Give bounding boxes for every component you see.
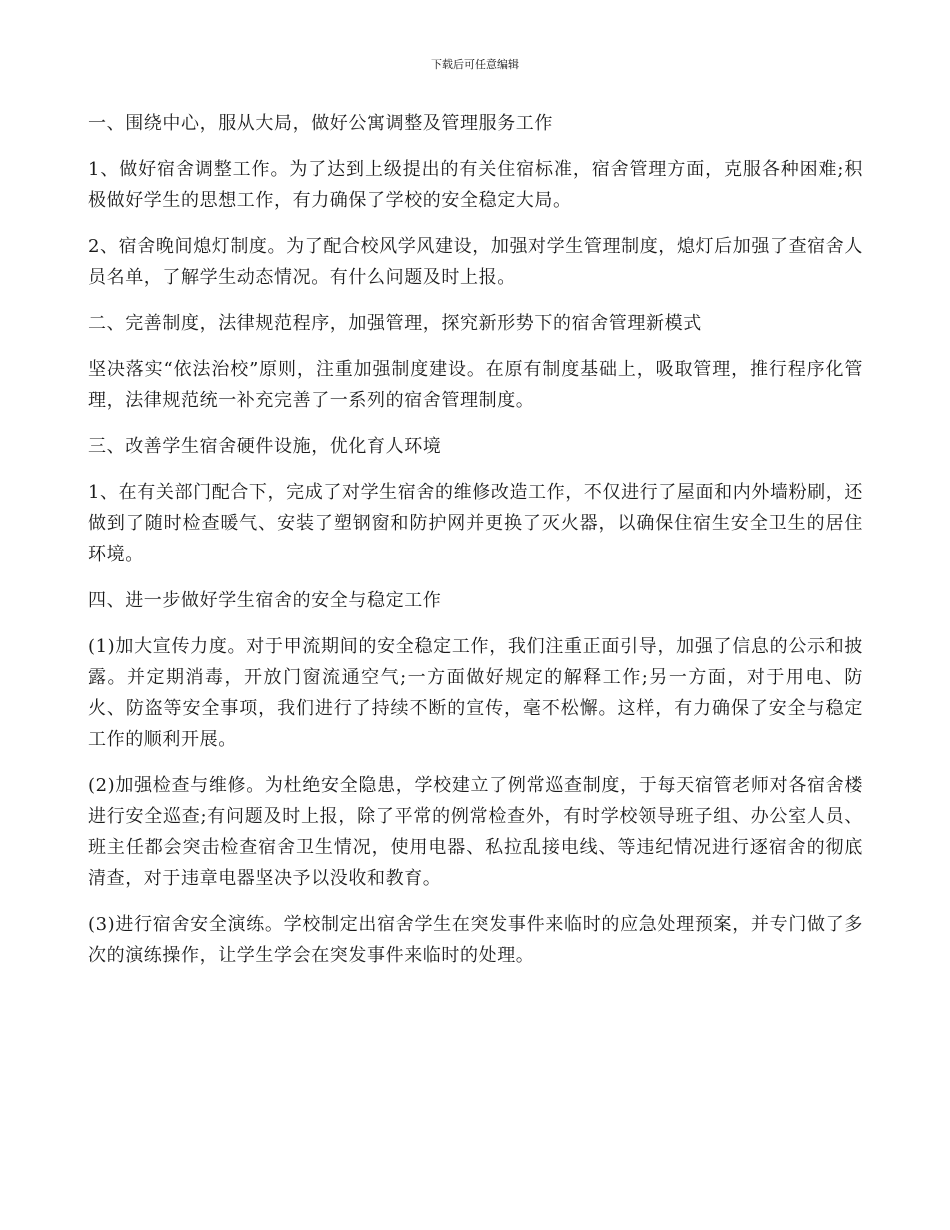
- paragraph-facility-repair: 1、在有关部门配合下，完成了对学生宿舍的维修改造工作，不仅进行了屋面和内外墙粉刷，还做到了随时检查暖气、安装了塑钢窗和防护网并更换了灭火器，以确保住宿生安全卫生的居住环境。: [88, 482, 863, 565]
- document-body: [88, 108, 863, 986]
- paragraph-rule-of-law: 坚决落实“依法治校”原则，注重加强制度建设。在原有制度基础上，吸取管理，推行程序化管理，法律规范统一补充完善了一系列的宿舍管理制度。: [88, 359, 863, 411]
- paragraph-safety-drill: (3)进行宿舍安全演练。学校制定出宿舍学生在突发事件来临时的应急处理预案，并专门做了多次的演练操作，让学生学会在突发事件来临时的处理。: [88, 914, 863, 966]
- section-heading-2: 二、完善制度，法律规范程序，加强管理，探究新形势下的宿舍管理新模式: [88, 313, 702, 334]
- section-heading-3: 三、改善学生宿舍硬件设施，优化育人环境: [88, 436, 442, 457]
- paragraph-publicity: (1)加大宣传力度。对于甲流期间的安全稳定工作，我们注重正面引导，加强了信息的公示和披露。并定期消毒，开放门窗流通空气;一方面做好规定的解释工作;另一方面，对于用电、防火、防盗等安全事项，我们进行了持续不断的宣传，毫不松懈。这样，有力确保了安全与稳定工作的顺利开展。: [88, 636, 863, 750]
- page-header: 下载后可任意编辑: [431, 58, 519, 71]
- paragraph-dorm-adjustment: 1、做好宿舍调整工作。为了达到上级提出的有关住宿标准，宿舍管理方面，克服各种困难;积极做好学生的思想工作，有力确保了学校的安全稳定大局。: [88, 159, 863, 211]
- paragraph-inspection: (2)加强检查与维修。为杜绝安全隐患，学校建立了例常巡查制度，于每天宿管老师对各宿舍楼进行安全巡查;有问题及时上报，除了平常的例常检查外，有时学校领导班子组、办公室人员、班主任都会突击检查宿舍卫生情况，使用电器、私拉乱接电线、等违纪情况进行逐宿舍的彻底清查，对于违章电器坚决予以没收和教育。: [88, 775, 863, 889]
- section-heading-4: 四、进一步做好学生宿舍的安全与稳定工作: [88, 590, 442, 611]
- section-heading-1: 一、围绕中心，服从大局，做好公寓调整及管理服务工作: [88, 113, 553, 134]
- paragraph-lights-out: 2、宿舍晚间熄灯制度。为了配合校风学风建设，加强对学生管理制度，熄灯后加强了查宿舍人员名单，了解学生动态情况。有什么问题及时上报。: [88, 236, 863, 288]
